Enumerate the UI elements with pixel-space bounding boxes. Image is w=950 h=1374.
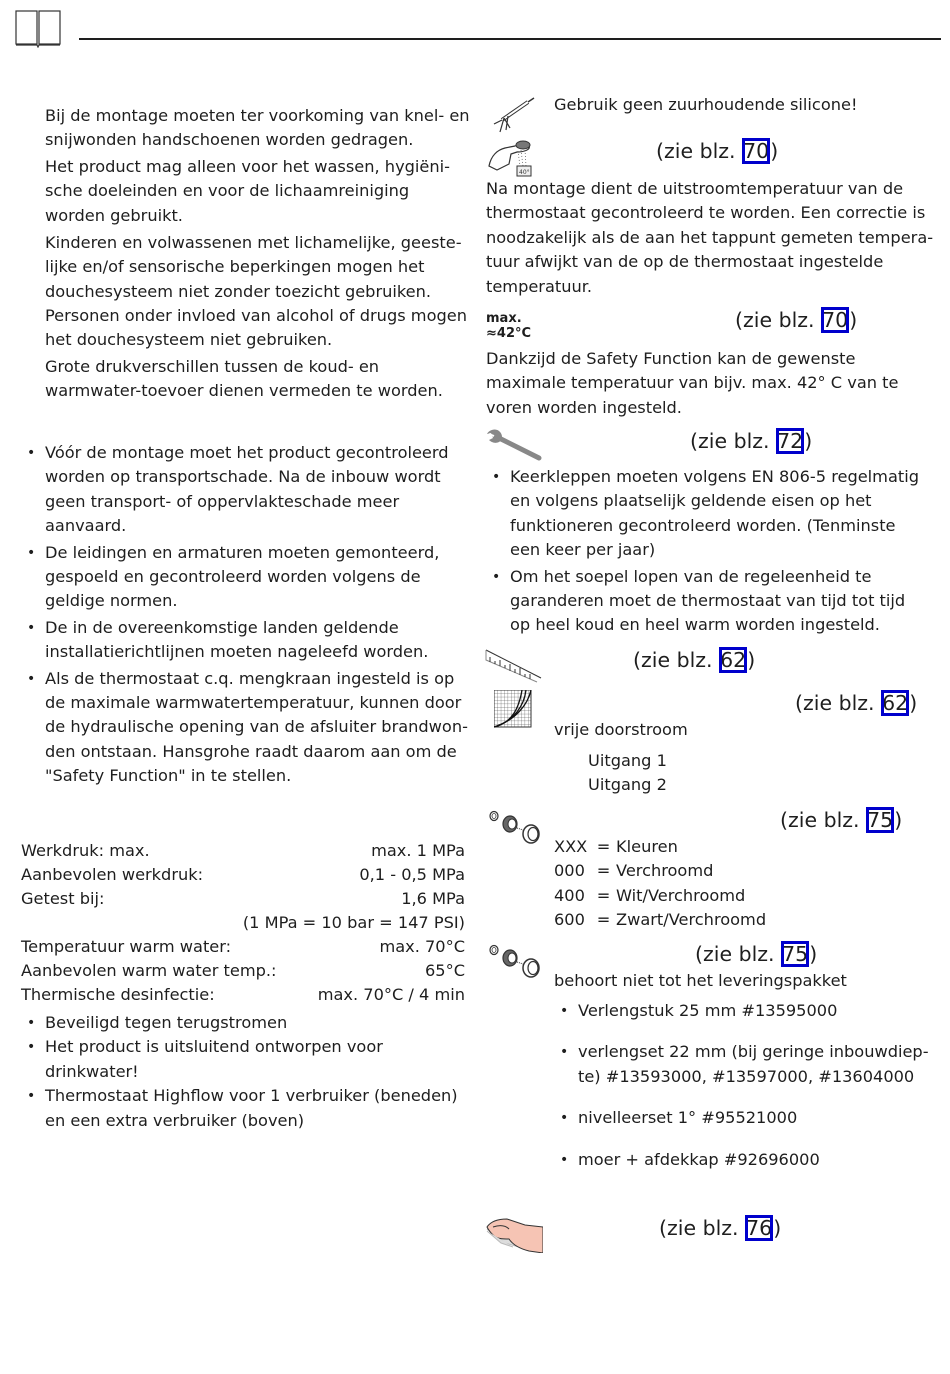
ref-prefix: (zie blz. [695, 942, 782, 966]
ref-suffix: ) [773, 1216, 782, 1240]
list-item: • nivelleerset 1° #95521000 [554, 1106, 934, 1130]
page-reference [633, 647, 755, 673]
max-label: max. [486, 311, 522, 326]
spec-bullets-list [21, 1011, 471, 1133]
color-code: XXX [554, 837, 588, 856]
maintenance-list [486, 465, 926, 638]
list-item: • Vóór de montage moet het product gecontroleerd worden op transportschade. Na de inbouw wordt geen transport- of oppervlakteschade meer aanvaard. [21, 441, 471, 539]
page-reference [659, 1215, 781, 1241]
spec-row [21, 935, 465, 959]
cleaning-hand-icon [485, 1215, 543, 1260]
spec-label: Aanbevolen werkdruk: [21, 865, 204, 884]
list-item: • Keerkleppen moeten volgens EN 806-5 regelmatig en volgens plaatselijk geldende eisen op het funktioneren gecontroleerd worden. (Tenminste een keer per jaar) [486, 465, 926, 563]
ref-prefix: (zie blz. [659, 1216, 746, 1240]
safety-paragraph: Bij de montage moeten ter voorkoming van knel- en snijwonden handschoenen worden gedragen. [45, 106, 470, 150]
spec-label: Werkdruk: max. [21, 841, 150, 860]
page-reference [690, 428, 812, 454]
list-item: • Verlengstuk 25 mm #13595000 [554, 999, 934, 1023]
ref-suffix: ) [909, 691, 918, 715]
ref-suffix: ) [770, 139, 779, 163]
spec-label: Thermische desinfectie: [21, 985, 215, 1004]
not-included-label: behoort niet tot het leveringspakket [554, 971, 847, 990]
spec-value: 0,1 - 0,5 MPa [359, 865, 465, 884]
list-item: • Om het soepel lopen van de regeleenheid te garanderen moet de thermostaat van tijd tot tijd op heel koud en heel warm worden ingesteld. [486, 565, 926, 638]
page-reference [656, 138, 778, 164]
safety-paragraph: Kinderen en volwassenen met lichamelijke, geeste-lijke en/of sensorische beperkingen mogen het douchesysteem niet zonder toezicht gebruiken. [45, 233, 462, 301]
color-code: 600 [554, 910, 585, 930]
spec-row [21, 887, 465, 911]
accessories-icon [485, 942, 543, 985]
color-name: Kleuren [616, 837, 678, 856]
ref-prefix: (zie blz. [690, 429, 777, 453]
spec-label: Temperatuur warm water: [21, 937, 232, 956]
spec-value: max. 70°C [379, 937, 465, 956]
temperature-check-text: Na montage dient de uitstroomtemperatuur van de thermostaat gecontroleerd te worden. Een correctie is noodzakelijk als de aan het tappunt gemeten tempera-tuur afwijkt van de op de thermostaat ingestelde temperatuur. [486, 179, 934, 296]
page-link-62[interactable]: 62 [720, 648, 747, 672]
color-code-row: XXX = Kleuren [554, 835, 766, 859]
mounting-instructions-list [21, 441, 471, 789]
output-2-label: Uitgang 2 [588, 775, 667, 794]
color-name: Zwart/Verchroomd [616, 910, 767, 930]
spec-value: max. 1 MPa [371, 841, 465, 860]
svg-text:40°: 40° [519, 169, 530, 176]
silicone-gun-icon [490, 94, 535, 141]
color-code-row: 400 = Wit/Verchroomd [554, 884, 766, 908]
safety-function-text: Dankzijd de Safety Function kan de gewenste maximale temperatuur van bijv. max. 42° C van te voren worden ingesteld. [486, 349, 899, 417]
spec-value: 65°C [425, 961, 465, 980]
ref-prefix: (zie blz. [735, 308, 822, 332]
color-name: Wit/Verchroomd [616, 885, 746, 905]
page-link-62[interactable]: 62 [882, 691, 909, 715]
page-link-75[interactable]: 75 [782, 942, 809, 966]
safety-paragraph: Het product mag alleen voor het wassen, hygiëni-sche doeleinden en voor de lichaamreiniging worden gebruikt. [45, 157, 450, 225]
color-name: Verchroomd [616, 861, 714, 881]
spec-label: Getest bij: [21, 889, 105, 908]
spare-parts-icon [485, 808, 543, 851]
spec-row [21, 839, 465, 863]
list-item: • verlengset 22 mm (bij geringe inbouwdiep-te) #13593000, #13597000, #13604000 [554, 1040, 934, 1089]
color-code-row: 600 = Zwart/Verchroomd [554, 908, 766, 932]
list-item: • Thermostaat Highflow voor 1 verbruiker (beneden) en een extra verbruiker (boven) [21, 1084, 471, 1133]
page-link-75[interactable]: 75 [867, 808, 894, 832]
ref-suffix: ) [894, 808, 903, 832]
safety-paragraph: Grote drukverschillen tussen de koud- en warmwater-toevoer dienen vermeden te worden. [45, 357, 443, 401]
list-item: • Beveiligd tegen terugstromen [21, 1011, 471, 1035]
page-link-70[interactable]: 70 [743, 139, 770, 163]
output-1-label: Uitgang 1 [588, 751, 667, 770]
color-code-row: 000 = Verchroomd [554, 859, 766, 883]
page-reference [695, 941, 817, 967]
spec-row [21, 959, 465, 983]
page-link-76[interactable]: 76 [746, 1216, 773, 1240]
color-codes-list [554, 835, 766, 933]
ref-suffix: ) [849, 308, 858, 332]
ref-prefix: (zie blz. [780, 808, 867, 832]
max-temp-label: ≈42°C [486, 326, 532, 341]
color-code: 400 [554, 885, 585, 905]
color-code: 000 [554, 861, 585, 881]
open-book-icon [15, 10, 61, 48]
spec-value: max. 70°C / 4 min [317, 985, 465, 1004]
list-item: • Als de thermostaat c.q. mengkraan ingesteld is op de maximale warmwatertemperatuur, kunnen door de hydraulische opening van de afsluiter brandwon-den ontstaan. Hansgrohe raadt daarom aan om de "Safety Function" in te stellen. [21, 667, 471, 789]
list-item: • De leidingen en armaturen moeten gemonteerd, gespoeld en gecontroleerd worden volgens de geldige normen. [21, 541, 471, 614]
spec-row [21, 911, 465, 935]
ruler-dimensions-icon [485, 648, 543, 691]
page-reference [795, 690, 917, 716]
list-item: • De in de overeenkomstige landen geldende installatierichtlijnen moeten nageleefd worden. [21, 616, 471, 665]
page-reference [780, 807, 902, 833]
spec-value: 1,6 MPa [401, 889, 465, 908]
ref-suffix: ) [809, 942, 818, 966]
spec-row [21, 983, 465, 1007]
spec-row [21, 863, 465, 887]
list-item: • moer + afdekkap #92696000 [554, 1148, 934, 1172]
flow-diagram-icon [494, 690, 532, 735]
page-link-72[interactable]: 72 [777, 429, 804, 453]
spec-value: (1 MPa = 10 bar = 147 PSI) [242, 913, 465, 932]
ref-prefix: (zie blz. [633, 648, 720, 672]
safety-paragraph: Personen onder invloed van alcohol of drugs mogen het douchesysteem niet gebruiken. [45, 306, 467, 350]
ref-suffix: ) [804, 429, 813, 453]
ref-prefix: (zie blz. [795, 691, 882, 715]
ref-suffix: ) [747, 648, 756, 672]
ref-prefix: (zie blz. [656, 139, 743, 163]
header-rule [79, 38, 941, 40]
page-reference [735, 307, 857, 333]
silicone-warning: Gebruik geen zuurhoudende silicone! [554, 95, 858, 114]
spec-label: Aanbevolen warm water temp.: [21, 961, 277, 980]
accessories-list [554, 999, 934, 1172]
list-item: • Het product is uitsluitend ontworpen voor drinkwater! [21, 1035, 471, 1084]
page-link-70[interactable]: 70 [822, 308, 849, 332]
flow-label: vrije doorstroom [554, 720, 688, 739]
